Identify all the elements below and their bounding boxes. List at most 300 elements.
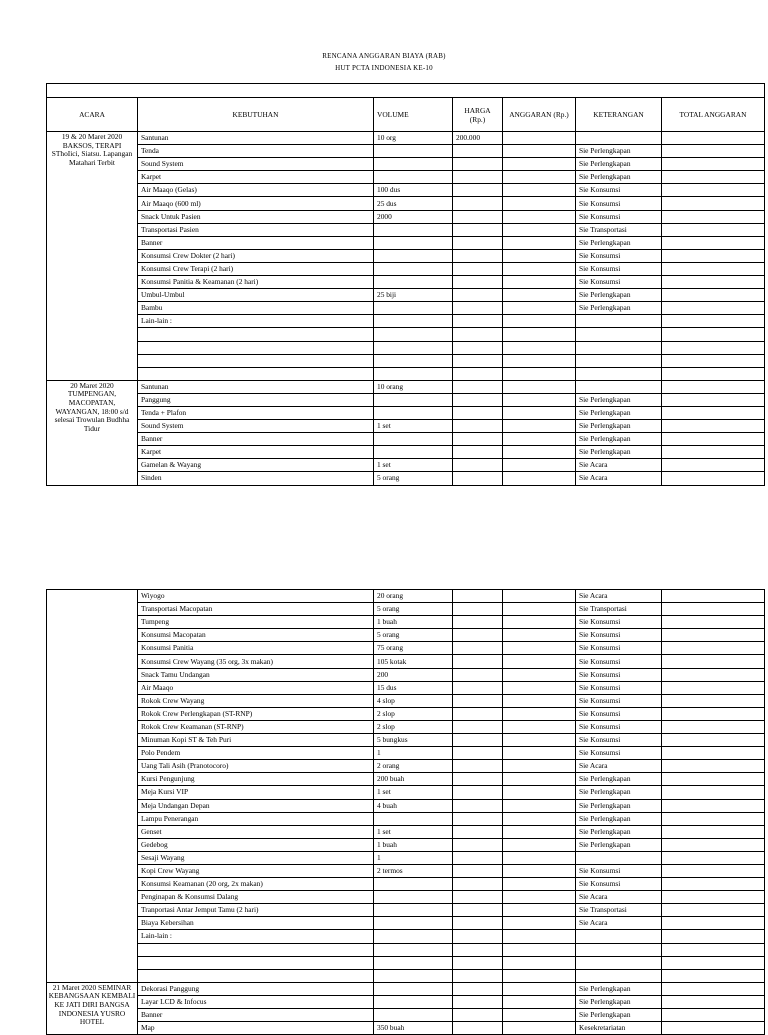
anggaran-cell bbox=[503, 289, 576, 302]
table-row bbox=[47, 459, 765, 472]
total-anggaran-cell bbox=[662, 668, 765, 681]
anggaran-cell bbox=[503, 838, 576, 851]
kebutuhan-cell: Tenda + Plafon bbox=[138, 406, 374, 419]
total-anggaran-cell bbox=[662, 930, 765, 943]
total-anggaran-cell bbox=[662, 341, 765, 354]
anggaran-cell bbox=[503, 681, 576, 694]
harga-cell bbox=[453, 276, 503, 289]
total-anggaran-cell bbox=[662, 864, 765, 877]
keterangan-cell: Sie Konsumsi bbox=[576, 276, 662, 289]
table-row bbox=[47, 145, 765, 158]
keterangan-cell: Sie Acara bbox=[576, 459, 662, 472]
kebutuhan-cell: Layar LCD & Infocus bbox=[138, 995, 374, 1008]
anggaran-cell bbox=[503, 943, 576, 956]
budget-table-page1 bbox=[46, 83, 765, 486]
total-anggaran-cell bbox=[662, 655, 765, 668]
kebutuhan-cell: Polo Pendem bbox=[138, 747, 374, 760]
anggaran-cell bbox=[503, 328, 576, 341]
harga-cell bbox=[453, 943, 503, 956]
keterangan-cell bbox=[576, 341, 662, 354]
kebutuhan-cell bbox=[138, 328, 374, 341]
harga-cell bbox=[453, 158, 503, 171]
keterangan-cell: Sie Perlengkapan bbox=[576, 825, 662, 838]
harga-cell bbox=[453, 315, 503, 328]
volume-cell bbox=[374, 236, 453, 249]
table-row bbox=[47, 760, 765, 773]
anggaran-cell bbox=[503, 707, 576, 720]
volume-cell bbox=[374, 315, 453, 328]
harga-cell bbox=[453, 289, 503, 302]
keterangan-cell: Sie Perlengkapan bbox=[576, 393, 662, 406]
kebutuhan-cell: Lain-lain : bbox=[138, 930, 374, 943]
table-row bbox=[47, 184, 765, 197]
total-anggaran-cell bbox=[662, 891, 765, 904]
kebutuhan-cell: Banner bbox=[138, 433, 374, 446]
table-row bbox=[47, 276, 765, 289]
keterangan-cell: Sie Acara bbox=[576, 891, 662, 904]
keterangan-cell: Sie Perlengkapan bbox=[576, 1009, 662, 1022]
anggaran-cell bbox=[503, 1009, 576, 1022]
harga-cell bbox=[453, 236, 503, 249]
anggaran-cell bbox=[503, 158, 576, 171]
table-row bbox=[47, 773, 765, 786]
volume-cell bbox=[374, 328, 453, 341]
kebutuhan-cell: Lampu Penerangan bbox=[138, 812, 374, 825]
anggaran-cell bbox=[503, 433, 576, 446]
volume-cell: 5 orang bbox=[374, 603, 453, 616]
volume-cell bbox=[374, 956, 453, 969]
total-anggaran-cell bbox=[662, 210, 765, 223]
anggaran-cell bbox=[503, 655, 576, 668]
volume-cell: 1 bbox=[374, 851, 453, 864]
header-harga: HARGA (Rp.) bbox=[453, 98, 503, 132]
total-anggaran-cell bbox=[662, 393, 765, 406]
table-row bbox=[47, 668, 765, 681]
keterangan-cell: Sie Konsumsi bbox=[576, 878, 662, 891]
volume-cell: 2 slop bbox=[374, 720, 453, 733]
table-row bbox=[47, 956, 765, 969]
keterangan-cell: Sie Perlengkapan bbox=[576, 171, 662, 184]
total-anggaran-cell bbox=[662, 812, 765, 825]
volume-cell bbox=[374, 878, 453, 891]
header-keterangan: KETERANGAN bbox=[576, 98, 662, 132]
table-row bbox=[47, 616, 765, 629]
table-row bbox=[47, 302, 765, 315]
volume-cell: 1 set bbox=[374, 420, 453, 433]
harga-cell bbox=[453, 760, 503, 773]
harga-cell: 200.000 bbox=[453, 132, 503, 145]
keterangan-cell: Sie Konsumsi bbox=[576, 694, 662, 707]
total-anggaran-cell bbox=[662, 197, 765, 210]
anggaran-cell bbox=[503, 773, 576, 786]
harga-cell bbox=[453, 851, 503, 864]
header-volume: VOLUME bbox=[374, 98, 453, 132]
table-row bbox=[47, 393, 765, 406]
keterangan-cell: Sie Perlengkapan bbox=[576, 838, 662, 851]
keterangan-cell: Sie Perlengkapan bbox=[576, 799, 662, 812]
volume-cell: 1 buah bbox=[374, 616, 453, 629]
kebutuhan-cell: Air Maaqo (600 ml) bbox=[138, 197, 374, 210]
kebutuhan-cell: Tranportasi Antar Jemput Tamu (2 hari) bbox=[138, 904, 374, 917]
keterangan-cell: Sie Perlengkapan bbox=[576, 420, 662, 433]
table-row bbox=[47, 158, 765, 171]
kebutuhan-cell: Banner bbox=[138, 236, 374, 249]
total-anggaran-cell bbox=[662, 158, 765, 171]
kebutuhan-cell: Konsumsi Crew Dokter (2 hari) bbox=[138, 249, 374, 262]
harga-cell bbox=[453, 891, 503, 904]
total-anggaran-cell bbox=[662, 367, 765, 380]
keterangan-cell: Kesekretariatan bbox=[576, 1022, 662, 1035]
kebutuhan-cell: Sound System bbox=[138, 420, 374, 433]
anggaran-cell bbox=[503, 694, 576, 707]
keterangan-cell bbox=[576, 943, 662, 956]
kebutuhan-cell: Dekorasi Panggung bbox=[138, 982, 374, 995]
keterangan-cell: Sie Konsumsi bbox=[576, 864, 662, 877]
keterangan-cell bbox=[576, 367, 662, 380]
harga-cell bbox=[453, 302, 503, 315]
table-row bbox=[47, 236, 765, 249]
kebutuhan-cell: Bambu bbox=[138, 302, 374, 315]
volume-cell: 25 dus bbox=[374, 197, 453, 210]
harga-cell bbox=[453, 380, 503, 393]
table-row bbox=[47, 341, 765, 354]
anggaran-cell bbox=[503, 302, 576, 315]
table-row bbox=[47, 734, 765, 747]
table-row bbox=[47, 707, 765, 720]
kebutuhan-cell: Meja Kursi VIP bbox=[138, 786, 374, 799]
kebutuhan-cell: Konsumsi Crew Wayang (35 org, 3x makan) bbox=[138, 655, 374, 668]
kebutuhan-cell: Sinden bbox=[138, 472, 374, 485]
total-anggaran-cell bbox=[662, 132, 765, 145]
kebutuhan-cell: Konsumsi Panitia & Keamanan (2 hari) bbox=[138, 276, 374, 289]
kebutuhan-cell bbox=[138, 943, 374, 956]
table-row bbox=[47, 132, 765, 145]
harga-cell bbox=[453, 328, 503, 341]
kebutuhan-cell bbox=[138, 367, 374, 380]
keterangan-cell: Sie Transportasi bbox=[576, 603, 662, 616]
total-anggaran-cell bbox=[662, 904, 765, 917]
spacer-cell bbox=[47, 84, 765, 98]
kebutuhan-cell: Air Maaqo bbox=[138, 681, 374, 694]
anggaran-cell bbox=[503, 851, 576, 864]
anggaran-cell bbox=[503, 720, 576, 733]
acara-cell bbox=[47, 590, 138, 983]
keterangan-cell: Sie Acara bbox=[576, 590, 662, 603]
total-anggaran-cell bbox=[662, 446, 765, 459]
anggaran-cell bbox=[503, 380, 576, 393]
harga-cell bbox=[453, 904, 503, 917]
harga-cell bbox=[453, 406, 503, 419]
keterangan-cell: Sie Perlengkapan bbox=[576, 406, 662, 419]
total-anggaran-cell bbox=[662, 616, 765, 629]
keterangan-cell: Sie Acara bbox=[576, 472, 662, 485]
anggaran-cell bbox=[503, 171, 576, 184]
total-anggaran-cell bbox=[662, 171, 765, 184]
anggaran-cell bbox=[503, 904, 576, 917]
volume-cell bbox=[374, 930, 453, 943]
volume-cell bbox=[374, 367, 453, 380]
total-anggaran-cell bbox=[662, 786, 765, 799]
harga-cell bbox=[453, 603, 503, 616]
anggaran-cell bbox=[503, 420, 576, 433]
harga-cell bbox=[453, 969, 503, 982]
total-anggaran-cell bbox=[662, 328, 765, 341]
anggaran-cell bbox=[503, 472, 576, 485]
harga-cell bbox=[453, 982, 503, 995]
keterangan-cell: Sie Konsumsi bbox=[576, 197, 662, 210]
keterangan-cell: Sie Konsumsi bbox=[576, 210, 662, 223]
anggaran-cell bbox=[503, 603, 576, 616]
volume-cell bbox=[374, 223, 453, 236]
harga-cell bbox=[453, 864, 503, 877]
volume-cell bbox=[374, 249, 453, 262]
harga-cell bbox=[453, 707, 503, 720]
kebutuhan-cell: Santunan bbox=[138, 380, 374, 393]
volume-cell: 10 org bbox=[374, 132, 453, 145]
table-row bbox=[47, 210, 765, 223]
table-row bbox=[47, 720, 765, 733]
total-anggaran-cell bbox=[662, 681, 765, 694]
table-row bbox=[47, 197, 765, 210]
harga-cell bbox=[453, 799, 503, 812]
kebutuhan-cell: Transportasi Macopatan bbox=[138, 603, 374, 616]
table-row bbox=[47, 433, 765, 446]
kebutuhan-cell: Map bbox=[138, 1022, 374, 1035]
volume-cell: 4 slop bbox=[374, 694, 453, 707]
table-header-row bbox=[47, 98, 765, 132]
volume-cell bbox=[374, 891, 453, 904]
total-anggaran-cell bbox=[662, 406, 765, 419]
harga-cell bbox=[453, 459, 503, 472]
total-anggaran-cell bbox=[662, 420, 765, 433]
volume-cell: 5 bungkus bbox=[374, 734, 453, 747]
volume-cell: 5 orang bbox=[374, 629, 453, 642]
kebutuhan-cell: Sound System bbox=[138, 158, 374, 171]
harga-cell bbox=[453, 197, 503, 210]
anggaran-cell bbox=[503, 616, 576, 629]
total-anggaran-cell bbox=[662, 943, 765, 956]
harga-cell bbox=[453, 472, 503, 485]
document-title: RENCANA ANGGARAN BIAYA (RAB) bbox=[322, 52, 446, 60]
kebutuhan-cell: Gedebog bbox=[138, 838, 374, 851]
volume-cell bbox=[374, 433, 453, 446]
acara-cell: 19 & 20 Maret 2020 BAKSOS, TERAPI SThoIici, Siatsu. Lapangan Matahari Terbit bbox=[47, 132, 138, 381]
table-row bbox=[47, 328, 765, 341]
keterangan-cell: Sie Konsumsi bbox=[576, 629, 662, 642]
volume-cell: 75 orang bbox=[374, 642, 453, 655]
table-row bbox=[47, 642, 765, 655]
volume-cell bbox=[374, 145, 453, 158]
anggaran-cell bbox=[503, 930, 576, 943]
harga-cell bbox=[453, 354, 503, 367]
harga-cell bbox=[453, 878, 503, 891]
keterangan-cell: Sie Acara bbox=[576, 917, 662, 930]
total-anggaran-cell bbox=[662, 459, 765, 472]
volume-cell bbox=[374, 995, 453, 1008]
table-row bbox=[47, 603, 765, 616]
kebutuhan-cell: Minuman Kopi ST & Teh Puri bbox=[138, 734, 374, 747]
table-row bbox=[47, 590, 765, 603]
kebutuhan-cell: Konsumsi Keamanan (20 org, 2x makan) bbox=[138, 878, 374, 891]
total-anggaran-cell bbox=[662, 380, 765, 393]
table-row bbox=[47, 1009, 765, 1022]
header-acara: ACARA bbox=[47, 98, 138, 132]
keterangan-cell: Sie Acara bbox=[576, 760, 662, 773]
volume-cell: 25 biji bbox=[374, 289, 453, 302]
keterangan-cell bbox=[576, 315, 662, 328]
document-subtitle: HUT PCTA INDONESIA KE-10 bbox=[335, 64, 433, 72]
anggaran-cell bbox=[503, 878, 576, 891]
harga-cell bbox=[453, 995, 503, 1008]
volume-cell bbox=[374, 943, 453, 956]
harga-cell bbox=[453, 956, 503, 969]
table-row bbox=[47, 223, 765, 236]
kebutuhan-cell: Kursi Pengunjung bbox=[138, 773, 374, 786]
anggaran-cell bbox=[503, 223, 576, 236]
harga-cell bbox=[453, 655, 503, 668]
harga-cell bbox=[453, 629, 503, 642]
table-row bbox=[47, 747, 765, 760]
harga-cell bbox=[453, 262, 503, 275]
keterangan-cell: Sie Konsumsi bbox=[576, 184, 662, 197]
keterangan-cell: Sie Perlengkapan bbox=[576, 982, 662, 995]
anggaran-cell bbox=[503, 315, 576, 328]
anggaran-cell bbox=[503, 760, 576, 773]
table-row bbox=[47, 171, 765, 184]
table-row bbox=[47, 262, 765, 275]
table-row bbox=[47, 406, 765, 419]
table-row bbox=[47, 969, 765, 982]
keterangan-cell: Sie Konsumsi bbox=[576, 262, 662, 275]
volume-cell bbox=[374, 904, 453, 917]
kebutuhan-cell: Sesaji Wayang bbox=[138, 851, 374, 864]
harga-cell bbox=[453, 341, 503, 354]
harga-cell bbox=[453, 223, 503, 236]
volume-cell: 1 buah bbox=[374, 838, 453, 851]
table-row bbox=[47, 930, 765, 943]
total-anggaran-cell bbox=[662, 433, 765, 446]
kebutuhan-cell: Kopi Crew Wayang bbox=[138, 864, 374, 877]
anggaran-cell bbox=[503, 446, 576, 459]
volume-cell: 1 set bbox=[374, 786, 453, 799]
anggaran-cell bbox=[503, 956, 576, 969]
harga-cell bbox=[453, 420, 503, 433]
table-row bbox=[47, 825, 765, 838]
anggaran-cell bbox=[503, 642, 576, 655]
keterangan-cell: Sie Konsumsi bbox=[576, 668, 662, 681]
table-row bbox=[47, 799, 765, 812]
volume-cell: 200 buah bbox=[374, 773, 453, 786]
volume-cell bbox=[374, 969, 453, 982]
kebutuhan-cell: Tenda bbox=[138, 145, 374, 158]
anggaran-cell bbox=[503, 354, 576, 367]
kebutuhan-cell: Konsumsi Macopatan bbox=[138, 629, 374, 642]
anggaran-cell bbox=[503, 982, 576, 995]
table-row bbox=[47, 917, 765, 930]
total-anggaran-cell bbox=[662, 145, 765, 158]
anggaran-cell bbox=[503, 864, 576, 877]
total-anggaran-cell bbox=[662, 629, 765, 642]
anggaran-cell bbox=[503, 249, 576, 262]
keterangan-cell: Sie Perlengkapan bbox=[576, 786, 662, 799]
total-anggaran-cell bbox=[662, 720, 765, 733]
anggaran-cell bbox=[503, 799, 576, 812]
keterangan-cell: Sie Konsumsi bbox=[576, 249, 662, 262]
harga-cell bbox=[453, 720, 503, 733]
budget-table-page2 bbox=[46, 589, 765, 1035]
volume-cell bbox=[374, 171, 453, 184]
header-kebutuhan: KEBUTUHAN bbox=[138, 98, 374, 132]
total-anggaran-cell bbox=[662, 969, 765, 982]
total-anggaran-cell bbox=[662, 302, 765, 315]
keterangan-cell: Sie Transportasi bbox=[576, 223, 662, 236]
harga-cell bbox=[453, 773, 503, 786]
total-anggaran-cell bbox=[662, 354, 765, 367]
keterangan-cell bbox=[576, 354, 662, 367]
kebutuhan-cell bbox=[138, 956, 374, 969]
anggaran-cell bbox=[503, 786, 576, 799]
harga-cell bbox=[453, 734, 503, 747]
table-row bbox=[47, 472, 765, 485]
kebutuhan-cell: Rokok Crew Perlengkapan (ST-RNP) bbox=[138, 707, 374, 720]
volume-cell bbox=[374, 446, 453, 459]
keterangan-cell: Sie Perlengkapan bbox=[576, 158, 662, 171]
harga-cell bbox=[453, 642, 503, 655]
harga-cell bbox=[453, 786, 503, 799]
anggaran-cell bbox=[503, 459, 576, 472]
kebutuhan-cell: Uang Tali Asih (Pranotocoro) bbox=[138, 760, 374, 773]
kebutuhan-cell: Rokok Crew Wayang bbox=[138, 694, 374, 707]
keterangan-cell: Sie Konsumsi bbox=[576, 734, 662, 747]
harga-cell bbox=[453, 249, 503, 262]
volume-cell: 2 slop bbox=[374, 707, 453, 720]
table-row bbox=[47, 878, 765, 891]
harga-cell bbox=[453, 668, 503, 681]
anggaran-cell bbox=[503, 236, 576, 249]
harga-cell bbox=[453, 825, 503, 838]
anggaran-cell bbox=[503, 262, 576, 275]
anggaran-cell bbox=[503, 825, 576, 838]
keterangan-cell: Sie Transportasi bbox=[576, 904, 662, 917]
volume-cell: 1 set bbox=[374, 825, 453, 838]
volume-cell: 105 kotak bbox=[374, 655, 453, 668]
volume-cell: 100 dus bbox=[374, 184, 453, 197]
volume-cell bbox=[374, 302, 453, 315]
kebutuhan-cell: Lain-lain : bbox=[138, 315, 374, 328]
table-row bbox=[47, 786, 765, 799]
harga-cell bbox=[453, 210, 503, 223]
total-anggaran-cell bbox=[662, 223, 765, 236]
kebutuhan-cell: Transportasi Pasien bbox=[138, 223, 374, 236]
anggaran-cell bbox=[503, 668, 576, 681]
keterangan-cell: Sie Perlengkapan bbox=[576, 446, 662, 459]
total-anggaran-cell bbox=[662, 878, 765, 891]
volume-cell bbox=[374, 982, 453, 995]
total-anggaran-cell bbox=[662, 956, 765, 969]
kebutuhan-cell: Konsumsi Panitia bbox=[138, 642, 374, 655]
anggaran-cell bbox=[503, 145, 576, 158]
volume-cell: 1 bbox=[374, 747, 453, 760]
keterangan-cell bbox=[576, 851, 662, 864]
anggaran-cell bbox=[503, 812, 576, 825]
volume-cell: 2 termos bbox=[374, 864, 453, 877]
volume-cell: 15 dus bbox=[374, 681, 453, 694]
total-anggaran-cell bbox=[662, 590, 765, 603]
keterangan-cell bbox=[576, 930, 662, 943]
kebutuhan-cell: Banner bbox=[138, 1009, 374, 1022]
total-anggaran-cell bbox=[662, 642, 765, 655]
anggaran-cell bbox=[503, 995, 576, 1008]
